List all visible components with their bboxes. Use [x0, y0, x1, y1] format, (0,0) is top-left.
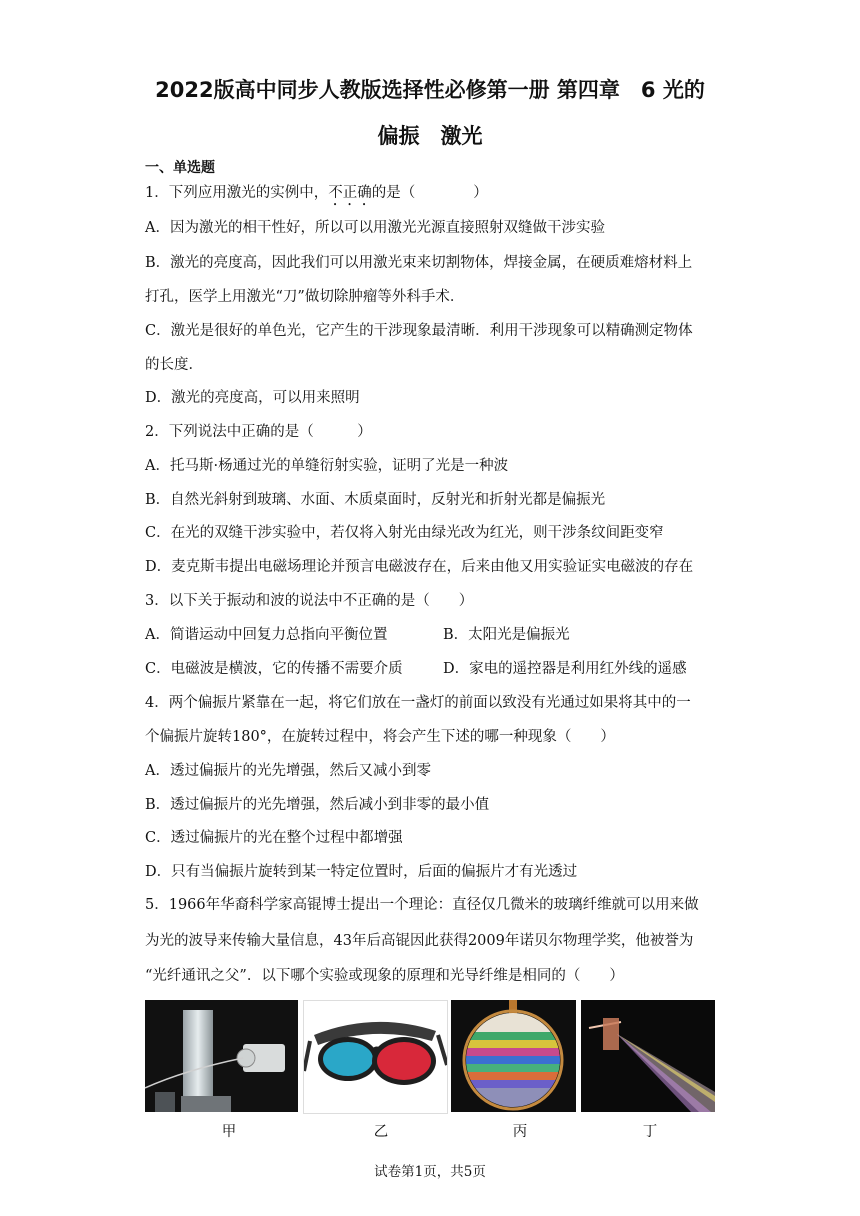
soap-film-illustration: [451, 1000, 576, 1112]
q3-option-row1: [145, 625, 705, 645]
q4-option-b: B．透过偏振片的光先增强，然后减小到非零的最小值: [145, 797, 490, 813]
q4-stem-line2: 个偏振片旋转180°，在旋转过程中，将会产生下述的哪一种现象（ ）: [145, 729, 615, 745]
q3-stem: 3．以下关于振动和波的说法中不正确的是（ ）: [145, 593, 474, 609]
q3-option-d: D．家电的遥控器是利用红外线的遥感: [443, 661, 687, 677]
q3-option-c: C．电磁波是横波，它的传播不需要介质: [145, 661, 403, 677]
q3-option-a: A．简谐运动中回复力总指向平衡位置: [145, 627, 388, 643]
q1-stem: [145, 183, 488, 209]
q5-stem-line1: 5．1966年华裔科学家高锟博士提出一个理论：直径仅几微米的玻璃纤维就可以用来做: [145, 897, 699, 913]
fiber-rod-illustration: [145, 1000, 298, 1112]
q5-figures: [145, 1000, 715, 1112]
q1-option-b-line2: 打孔，医学上用激光“刀”做切除肿瘤等外科手术．: [145, 289, 465, 305]
q2-option-a: A．托马斯·杨通过光的单缝衍射实验，证明了光是一种波: [145, 458, 509, 474]
figure-label-jia: 甲: [221, 1124, 237, 1140]
q1-option-c-line1: C．激光是很好的单色光，它产生的干涉现象最清晰．利用干涉现象可以精确测定物体: [145, 323, 693, 339]
q1-option-b-line1: B．激光的亮度高，因此我们可以用激光束来切割物体，焊接金属，在硬质难熔材料上: [145, 255, 693, 271]
q5-stem-line3: “光纤通讯之父”．以下哪个实验或现象的原理和光导纤维是相同的（ ）: [145, 968, 624, 984]
q1-stem-emphasis: 不正确: [328, 185, 372, 201]
prism-illustration: [581, 1000, 715, 1112]
q4-stem-line1: 4．两个偏振片紧靠在一起，将它们放在一盏灯的前面以致没有光通过如果将其中的一: [145, 695, 691, 711]
q5-stem-line2: 为光的波导来传输大量信息，43年后高锟因此获得2009年诺贝尔物理学奖，他被誉为: [145, 933, 694, 949]
q4-option-a: A．透过偏振片的光先增强，然后又减小到零: [145, 763, 431, 779]
q1-stem-post: 的是（ ）: [371, 185, 488, 201]
q1-option-a: A．因为激光的相干性好，所以可以用激光光源直接照射双缝做干涉实验: [145, 220, 605, 236]
q2-option-b: B．自然光斜射到玻璃、水面、木质桌面时，反射光和折射光都是偏振光: [145, 492, 606, 508]
figure-yi-3d-glasses-photo: [303, 1000, 448, 1114]
q4-option-d: D．只有当偏振片旋转到某一特定位置时，后面的偏振片才有光透过: [145, 864, 578, 880]
figure-label-yi: 乙: [373, 1124, 389, 1140]
doc-title-line2: 偏振 激光: [377, 124, 483, 148]
section-heading: 一、单选题: [145, 160, 215, 176]
q1-option-d: D．激光的亮度高，可以用来照明: [145, 390, 360, 406]
q1-stem-pre: 1．下列应用激光的实例中，: [145, 185, 329, 201]
figure-label-ding: 丁: [642, 1124, 658, 1140]
figure-jia-fiber-photo: [145, 1000, 298, 1112]
q1-option-c-line2: 的长度．: [145, 357, 203, 373]
figure-label-bing: 丙: [512, 1124, 528, 1140]
figure-ding-prism-photo: [581, 1000, 715, 1112]
q3-option-b: B．太阳光是偏振光: [443, 627, 570, 643]
q4-option-c: C．透过偏振片的光在整个过程中都增强: [145, 830, 403, 846]
q2-option-d: D．麦克斯韦提出电磁场理论并预言电磁波存在，后来由他又用实验证实电磁波的存在: [145, 559, 694, 575]
glasses-illustration: [304, 1001, 447, 1113]
page-footer: 试卷第1页，共5页: [374, 1164, 486, 1180]
doc-title-line1: 2022版高中同步人教版选择性必修第一册 第四章 6 光的: [155, 78, 705, 102]
q3-option-row2: [145, 659, 705, 679]
figure-bing-soap-film-photo: [451, 1000, 576, 1112]
q2-option-c: C．在光的双缝干涉实验中，若仅将入射光由绿光改为红光，则干涉条纹间距变窄: [145, 525, 664, 541]
q2-stem: 2．下列说法中正确的是（ ）: [145, 424, 372, 440]
